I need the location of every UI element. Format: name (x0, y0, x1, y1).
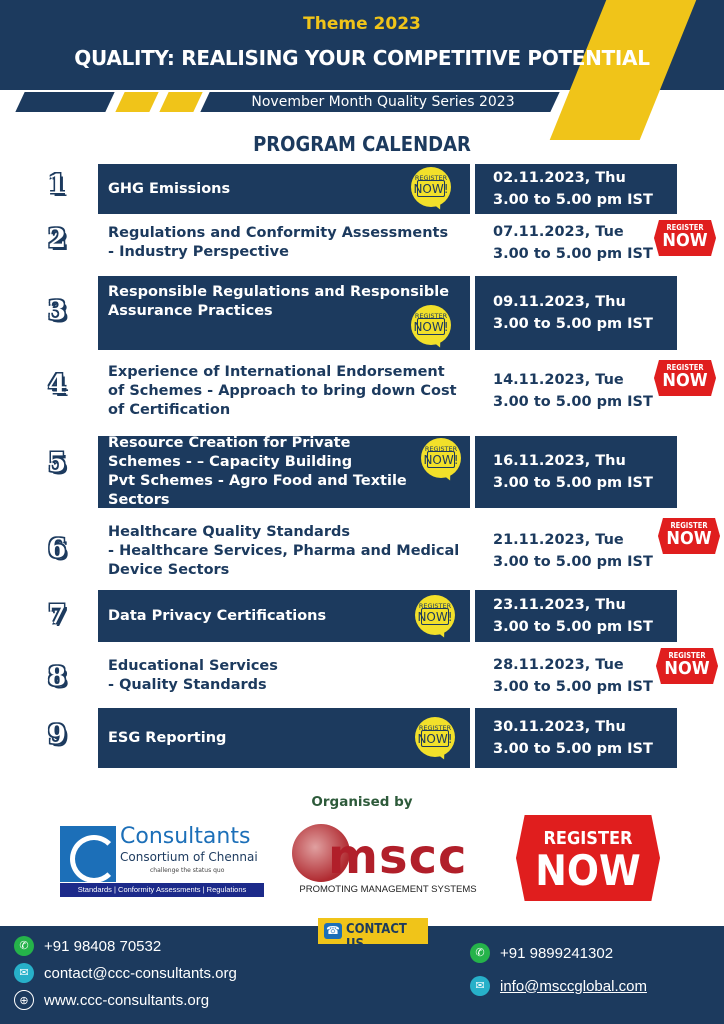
email-line[interactable] (14, 961, 237, 985)
program-date: 16.11.2023, Thu (493, 453, 626, 469)
register-now-button[interactable] (654, 220, 716, 256)
program-date: 09.11.2023, Thu (493, 294, 626, 310)
globe-icon: ⊕ (14, 990, 34, 1010)
program-number: 1 (47, 170, 67, 200)
register-now-button[interactable] (656, 648, 718, 684)
email-address: contact@ccc-consultants.org (44, 964, 237, 982)
program-title: Healthcare Quality Standards - Healthcare Services, Pharma and Medical Device Sectors (108, 523, 460, 578)
program-date-box (475, 708, 677, 768)
badge-line2: NOW! (417, 610, 453, 624)
mscc-logo (288, 820, 488, 902)
badge-line1: REGISTER (414, 312, 448, 320)
program-number: 4 (47, 370, 67, 400)
phone-line[interactable] (470, 941, 613, 965)
program-time: 3.00 to 5.00 pm IST (493, 316, 653, 332)
badge-line1: REGISTER (543, 828, 633, 849)
program-number: 8 (47, 662, 67, 692)
program-title: GHG Emissions (108, 180, 231, 197)
program-title: Educational Services - Quality Standards (108, 658, 278, 693)
register-now-badge[interactable] (411, 167, 451, 207)
program-title-box (98, 516, 470, 586)
badge-line1: REGISTER (668, 651, 706, 660)
program-title-box (98, 356, 470, 426)
program-date: 28.11.2023, Tue (493, 657, 624, 673)
register-now-button[interactable] (654, 360, 716, 396)
badge-line1: REGISTER (418, 724, 452, 732)
program-time: 3.00 to 5.00 pm IST (493, 554, 653, 570)
ccc-tagline: challenge the status quo (150, 867, 225, 874)
program-number: 7 (47, 600, 67, 630)
program-time: 3.00 to 5.00 pm IST (493, 679, 653, 695)
program-date-box (475, 436, 677, 508)
program-date-box (475, 650, 677, 702)
program-title: Responsible Regulations and Responsible Assurance Practices (108, 284, 450, 319)
ccc-name: Consultants (120, 824, 251, 849)
decor-bar (115, 92, 158, 112)
theme-label: Theme 2023 (303, 14, 421, 34)
register-now-big-button[interactable] (516, 815, 660, 901)
contact-us-text: CONTACT US (346, 922, 407, 952)
program-number: 9 (47, 720, 67, 750)
program-date: 14.11.2023, Tue (493, 372, 624, 388)
program-title-box (98, 218, 470, 268)
program-title-box (98, 436, 470, 508)
program-date-box (475, 218, 677, 268)
email-line[interactable] (470, 974, 647, 998)
register-now-badge[interactable] (415, 595, 455, 635)
mscc-name: mscc (328, 829, 468, 885)
register-now-button[interactable] (658, 518, 720, 554)
calendar-title: PROGRAM CALENDAR (253, 132, 471, 156)
register-now-badge[interactable] (411, 305, 451, 345)
whatsapp-icon: ✆ (14, 936, 34, 956)
mail-icon: ✉ (14, 963, 34, 983)
program-number: 5 (47, 448, 67, 478)
badge-line2: NOW! (413, 320, 449, 334)
mail-icon: ✉ (470, 976, 490, 996)
website-url: www.ccc-consultants.org (44, 991, 210, 1009)
program-time: 3.00 to 5.00 pm IST (493, 192, 653, 208)
website-line[interactable] (14, 988, 209, 1012)
subtitle: November Month Quality Series 2023 (251, 94, 515, 110)
badge-line1: REGISTER (666, 363, 704, 372)
badge-line1: REGISTER (670, 521, 708, 530)
program-title: ESG Reporting (108, 729, 227, 746)
program-time: 3.00 to 5.00 pm IST (493, 394, 653, 410)
badge-line2: NOW (666, 528, 712, 549)
whatsapp-icon: ✆ (470, 943, 490, 963)
program-date: 21.11.2023, Tue (493, 532, 624, 548)
program-title: Experience of International Endorsement of Schemes - Approach to bring down Cost of Certification (108, 363, 457, 418)
badge-line2: NOW! (417, 732, 453, 746)
program-title: Regulations and Conformity Assessments - Industry Perspective (108, 225, 449, 260)
badge-line1: REGISTER (418, 602, 452, 610)
program-date-box (475, 164, 677, 214)
program-number: 3 (47, 296, 67, 326)
phone-number: +91 98408 70532 (44, 937, 162, 955)
program-date-box (475, 516, 677, 586)
page-title: QUALITY: REALISING YOUR COMPETITIVE POTENTIAL (74, 46, 650, 70)
program-date: 07.11.2023, Tue (493, 224, 624, 240)
badge-line2: NOW (662, 370, 708, 391)
phone-line[interactable] (14, 934, 161, 958)
phone-icon: ☎ (324, 923, 342, 939)
badge-line2: NOW! (423, 453, 459, 467)
program-date-box (475, 356, 677, 426)
badge-line2: NOW! (413, 182, 449, 196)
badge-line1: REGISTER (424, 445, 458, 453)
program-number: 2 (47, 224, 67, 254)
program-date: 02.11.2023, Thu (493, 170, 626, 186)
mscc-subtitle: PROMOTING MANAGEMENT SYSTEMS (299, 884, 477, 895)
program-title: Data Privacy Certifications (108, 607, 327, 624)
contact-us-label (318, 918, 428, 952)
decor-bar (159, 92, 202, 112)
program-title: Resource Creation for Private Schemes - – Capacity Building Pvt Schemes - Agro Food and Textile Sectors (108, 435, 407, 508)
program-time: 3.00 to 5.00 pm IST (493, 475, 653, 491)
program-date: 23.11.2023, Thu (493, 597, 626, 613)
ccc-emblem-icon (60, 826, 116, 882)
program-date-box (475, 276, 677, 350)
program-number: 6 (47, 534, 67, 564)
ccc-subname: Consortium of Chennai (120, 850, 258, 864)
badge-line1: REGISTER (666, 223, 704, 232)
ccc-logo (60, 826, 264, 898)
badge-line2: NOW (535, 846, 641, 895)
register-now-badge[interactable] (415, 717, 455, 757)
program-time: 3.00 to 5.00 pm IST (493, 619, 653, 635)
badge-line2: NOW (664, 658, 710, 679)
program-date-box (475, 590, 677, 642)
badge-line2: NOW (662, 230, 708, 251)
phone-number: +91 9899241302 (500, 944, 614, 962)
program-time: 3.00 to 5.00 pm IST (493, 741, 653, 757)
program-date: 30.11.2023, Thu (493, 719, 626, 735)
register-now-badge[interactable] (421, 438, 461, 478)
email-link[interactable]: info@msccglobal.com (500, 977, 647, 995)
program-time: 3.00 to 5.00 pm IST (493, 246, 653, 262)
program-title-box (98, 650, 470, 702)
badge-line1: REGISTER (414, 174, 448, 182)
ccc-band: Standards | Conformity Assessments | Regulations (60, 883, 264, 897)
organised-by-label: Organised by (311, 794, 413, 810)
decor-bar (15, 92, 114, 112)
